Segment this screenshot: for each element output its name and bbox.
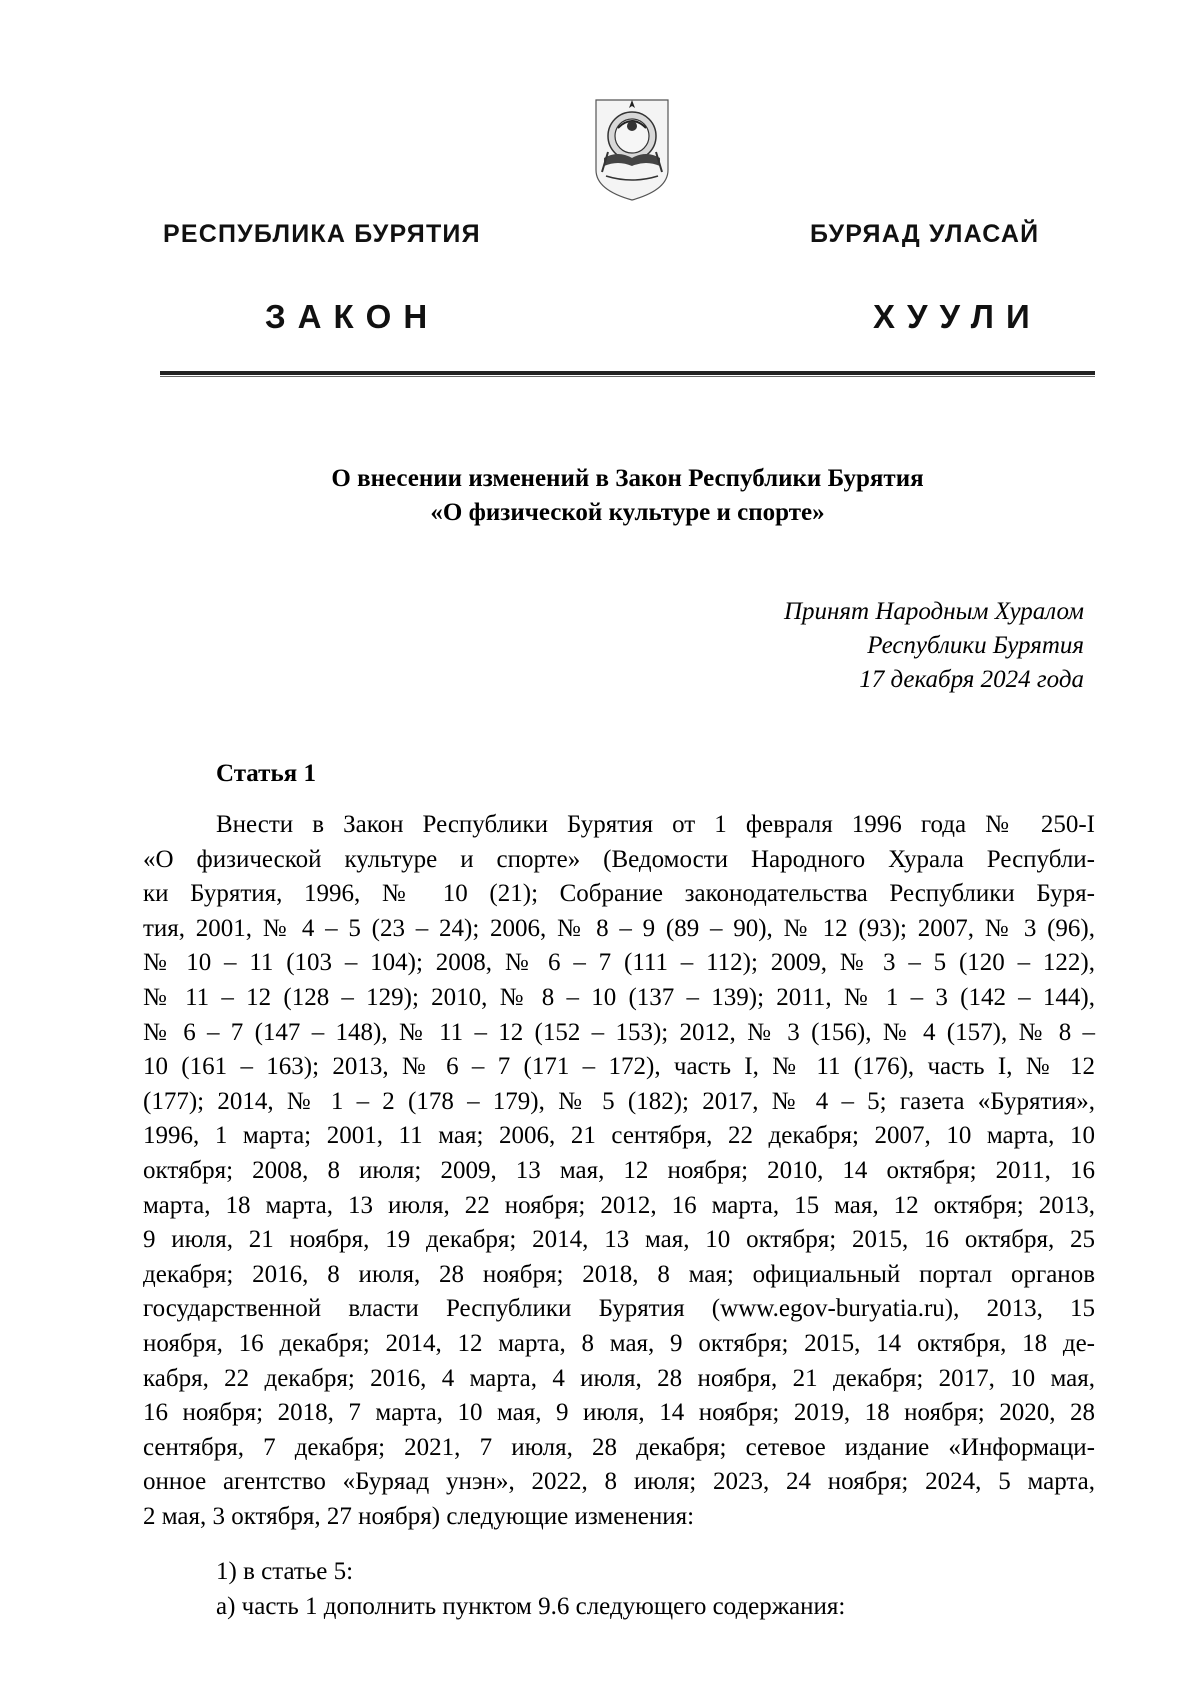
article-body-line: октября; 2008, 8 июля; 2009, 13 мая, 12 ноября; 2010, 14 октября; 2011, 16 xyxy=(143,1156,1095,1184)
coat-of-arms-emblem xyxy=(592,92,672,202)
article-body-line: ноября, 16 декабря; 2014, 12 марта, 8 мая, 9 октября; 2015, 14 октября, 18 де- xyxy=(143,1329,1095,1357)
article-body-line: «О физической культуре и спорте» (Ведомости Народного Хурала Республи- xyxy=(143,845,1095,873)
law-label-russian: ЗАКОН xyxy=(265,298,440,335)
article-body-line: Внести в Закон Республики Бурятия от 1 февраля 1996 года № 250-I xyxy=(216,811,1095,838)
article-body-line: 9 июля, 21 ноября, 19 декабря; 2014, 13 мая, 10 октября; 2015, 16 октября, 25 xyxy=(143,1226,1095,1254)
header-divider xyxy=(160,371,1095,377)
law-label-buryat: ХУУЛИ xyxy=(873,298,1042,335)
article-heading: Статья 1 xyxy=(216,760,316,787)
law-title xyxy=(160,462,1095,530)
article-body-line: сентября, 7 декабря; 2021, 7 июля, 28 декабря; сетевое издание «Информаци- xyxy=(143,1433,1095,1461)
article-subitem-a: а) часть 1 дополнить пунктом 9.6 следующего содержания: xyxy=(216,1593,846,1620)
article-body-line: кабря, 22 декабря; 2016, 4 марта, 4 июля, 28 ноября, 21 декабря; 2017, 10 мая, xyxy=(143,1364,1095,1392)
article-body xyxy=(143,808,1095,1534)
article-body-line: декабря; 2016, 8 июля, 28 ноября; 2018, 8 мая; официальный портал органов xyxy=(143,1260,1095,1288)
article-body-line: (177); 2014, № 1 – 2 (178 – 179), № 5 (182); 2017, № 4 – 5; газета «Бурятия», xyxy=(143,1087,1095,1115)
article-body-line: ки Бурятия, 1996, № 10 (21); Собрание законодательства Республики Буря- xyxy=(143,880,1095,908)
article-body-line: 1996, 1 марта; 2001, 11 мая; 2006, 21 сентября, 22 декабря; 2007, 10 марта, 10 xyxy=(143,1122,1095,1150)
article-body-line: тия, 2001, № 4 – 5 (23 – 24); 2006, № 8 – 9 (89 – 90), № 12 (93); 2007, № 3 (96), xyxy=(143,914,1095,942)
adoption-note xyxy=(784,595,1084,697)
article-body-line: № 6 – 7 (147 – 148), № 11 – 12 (152 – 153); 2012, № 3 (156), № 4 (157), № 8 – xyxy=(143,1018,1095,1046)
article-body-line: 10 (161 – 163); 2013, № 6 – 7 (171 – 172), часть I, № 11 (176), часть I, № 12 xyxy=(143,1053,1095,1081)
article-body-line: № 10 – 11 (103 – 104); 2008, № 6 – 7 (111 – 112); 2009, № 3 – 5 (120 – 122), xyxy=(143,949,1095,977)
article-body-line: 2 мая, 3 октября, 27 ноября) следующие изменения: xyxy=(143,1502,695,1530)
adoption-date: 17 декабря 2024 года xyxy=(859,666,1084,693)
adoption-line-1: Принят Народным Хуралом xyxy=(783,598,1084,625)
republic-name-russian: РЕСПУБЛИКА БУРЯТИЯ xyxy=(163,220,481,248)
republic-name-buryat: БУРЯАД УЛАСАЙ xyxy=(810,220,1040,248)
article-item-1: 1) в статье 5: xyxy=(216,1558,354,1585)
law-title-line-2: «О физической культуре и спорте» xyxy=(430,499,825,526)
article-body-line: онное агентство «Буряад унэн», 2022, 8 июля; 2023, 24 ноября; 2024, 5 марта, xyxy=(143,1468,1095,1496)
article-body-line: государственной власти Республики Бурятия (www.egov-buryatia.ru), 2013, 15 xyxy=(143,1295,1095,1323)
adoption-line-2: Республики Бурятия xyxy=(867,632,1084,659)
law-title-line-1: О внесении изменений в Закон Республики Бурятия xyxy=(331,465,924,492)
article-body-line: марта, 18 марта, 13 июля, 22 ноября; 2012, 16 марта, 15 мая, 12 октября; 2013, xyxy=(143,1191,1095,1219)
article-body-line: 16 ноября; 2018, 7 марта, 10 мая, 9 июля, 14 ноября; 2019, 18 ноября; 2020, 28 xyxy=(143,1399,1095,1427)
article-body-line: № 11 – 12 (128 – 129); 2010, № 8 – 10 (137 – 139); 2011, № 1 – 3 (142 – 144), xyxy=(143,983,1095,1011)
